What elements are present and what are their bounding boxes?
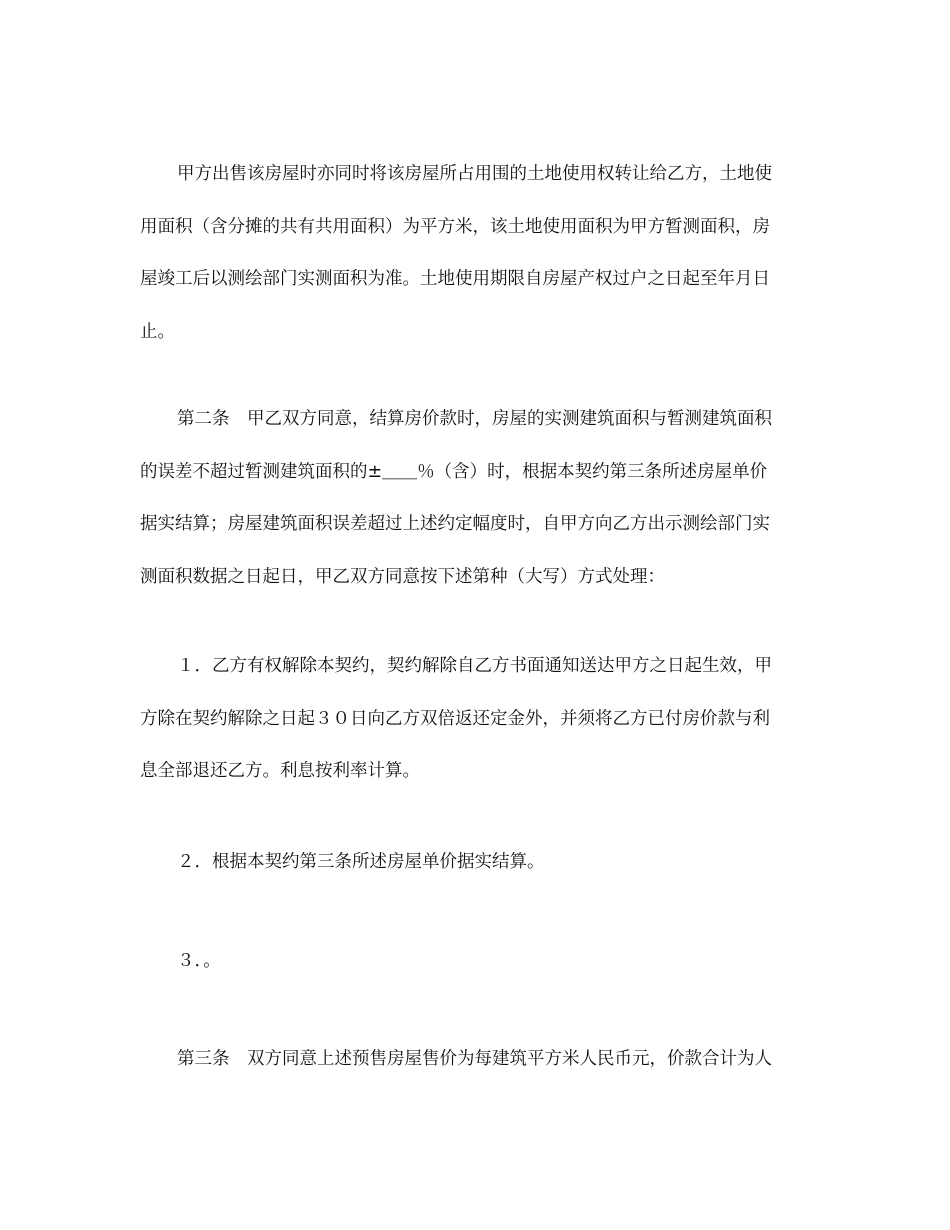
text-line: 第二条 甲乙双方同意，结算房价款时，房屋的实测建筑面积与暂测建筑面积 <box>177 409 772 429</box>
text-line: 甲方出售该房屋时亦同时将该房屋所占用围的土地使用权转让给乙方，土地使 <box>177 164 772 184</box>
list-item-3 <box>140 935 812 988</box>
paragraph-article-3 <box>140 1033 812 1086</box>
text-line: １．乙方有权解除本契约，契约解除自乙方书面通知送达甲方之日起生效，甲 <box>177 656 772 676</box>
paragraph-article-2 <box>140 393 812 603</box>
text-line: 用面积（含分摊的共有共用面积）为平方米，该土地使用面积为甲方暂测面积，房 <box>140 216 770 237</box>
text-line: 第三条 双方同意上述预售房屋售价为每建筑平方米人民币元，价款合计为人 <box>177 1049 772 1069</box>
text-line: 的误差不超过暂测建筑面积的±＿＿％（含）时，根据本契约第三条所述房屋单价 <box>140 461 768 482</box>
text-line: ３．。 <box>177 951 221 971</box>
text-line: 屋竣工后以测绘部门实测面积为准。土地使用期限自房屋产权过户之日起至年月日 <box>140 269 770 289</box>
list-item-1 <box>140 640 812 798</box>
text-line: ２．根据本契约第三条所述房屋单价据实结算。 <box>177 852 545 872</box>
paragraph-land-use <box>140 148 812 358</box>
text-line: 方除在契约解除之日起３０日向乙方双倍返还定金外，并须将乙方已付房价款与利 <box>140 708 770 729</box>
list-item-2 <box>140 836 812 889</box>
text-line: 止。 <box>140 321 175 342</box>
text-line: 据实结算；房屋建筑面积误差超过上述约定幅度时，自甲方向乙方出示测绘部门实 <box>140 514 770 534</box>
text-line: 息全部退还乙方。利息按利率计算。 <box>140 761 420 781</box>
text-line: 测面积数据之日起日，甲乙双方同意按下述第种（大写）方式处理： <box>140 566 665 587</box>
